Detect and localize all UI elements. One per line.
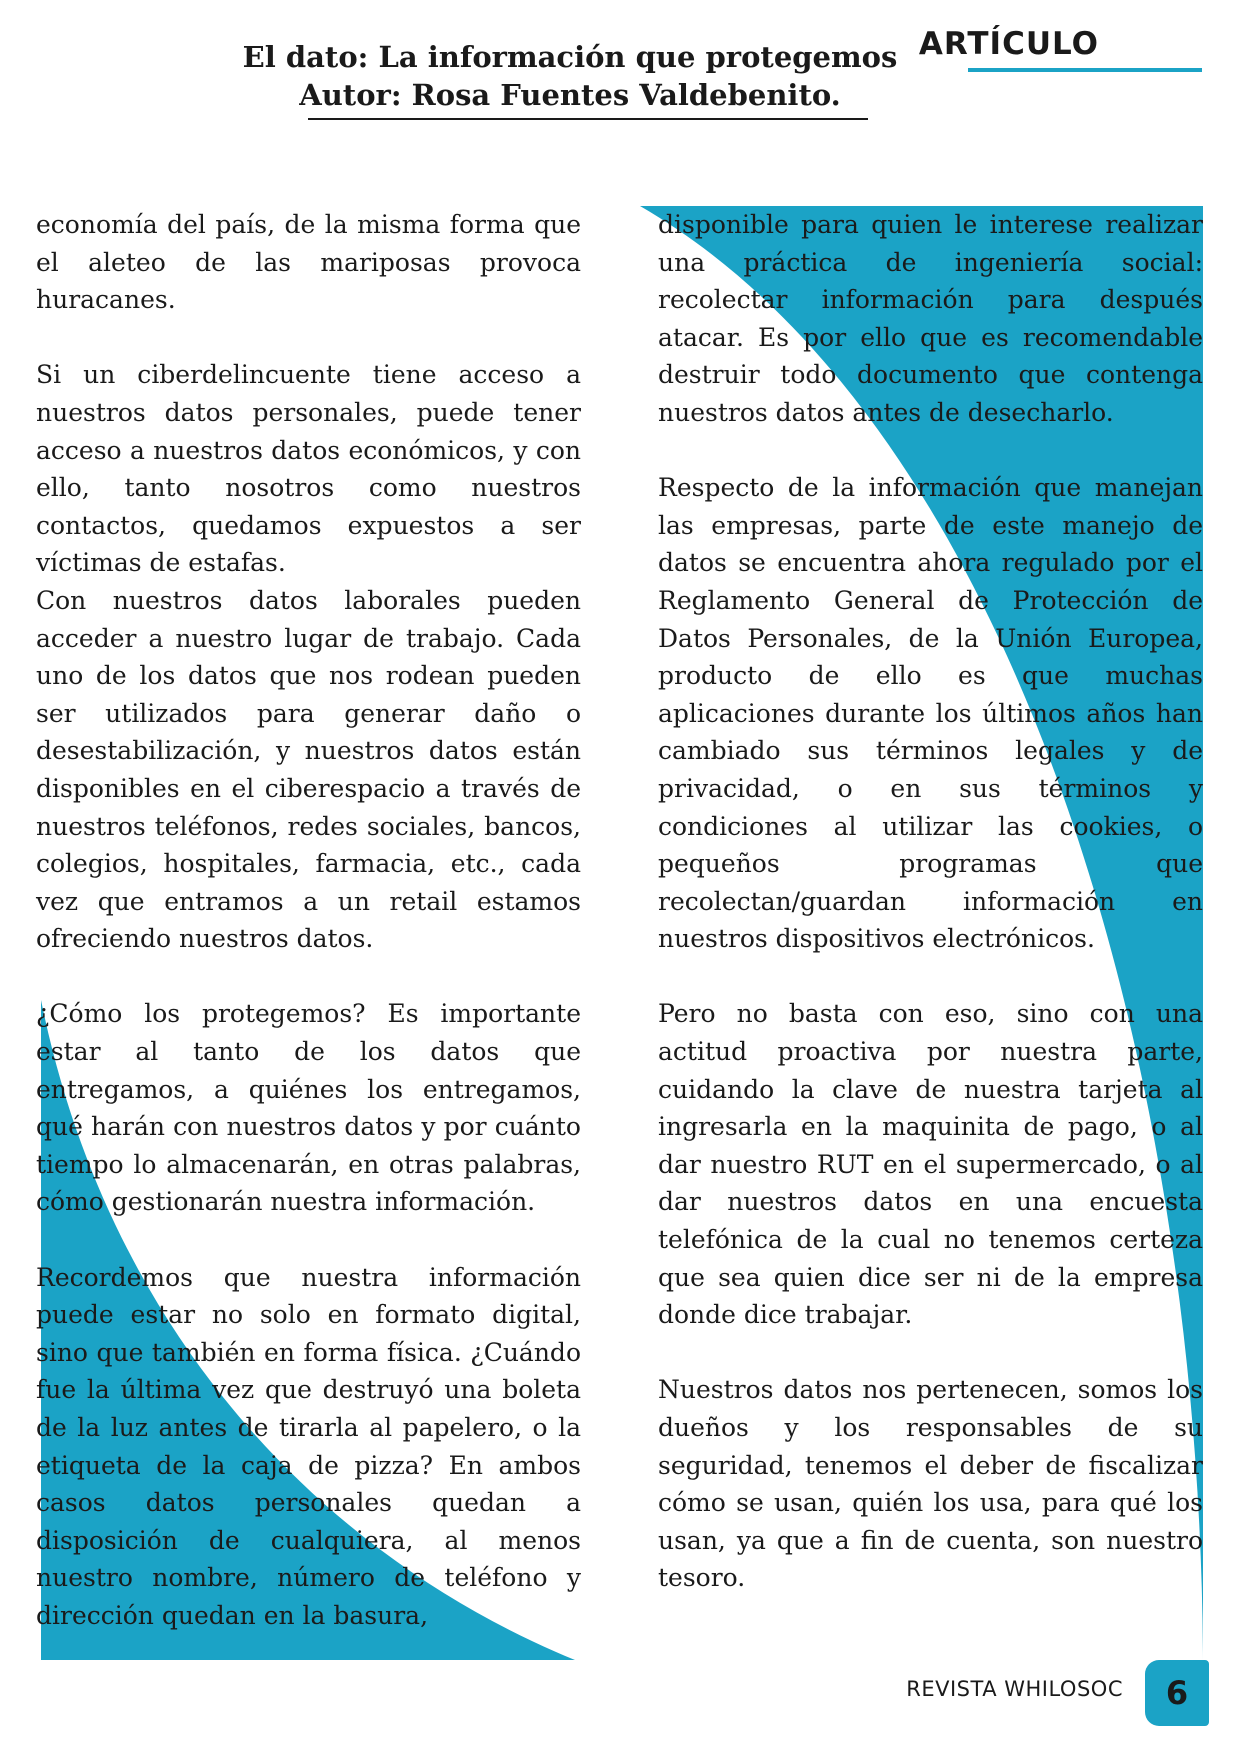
heading-underline <box>308 118 868 120</box>
right-column <box>658 206 1203 1597</box>
page-number-badge <box>1145 1660 1209 1726</box>
left-paragraph-2: Si un ciberdelincuente tiene acceso a nuestros datos personales, puede tener acceso a nuestros datos económicos, y con ello, tanto nosotros como nuestros contactos, quedamos expuestos a ser víctimas de estafas. <box>36 360 581 578</box>
left-paragraph-4: ¿Cómo los protegemos? Es importante estar al tanto de los datos que entregamos, a quiénes los entregamos, qué harán con nuestros datos y por cuánto tiempo lo almacenarán, en otras palabras, cómo gestionarán nuestra información. <box>36 999 581 1217</box>
section-label: ARTÍCULO <box>918 26 1099 62</box>
left-paragraph-3: Con nuestros datos laborales pueden acceder a nuestro lugar de trabajo. Cada uno de los datos que nos rodean pueden ser utilizados para generar daño o desestabilización, y nuestros datos están disponibles en el ciberespacio a través de nuestros teléfonos, redes sociales, bancos, colegios, hospitales, farmacia, etc., cada vez que entramos a un retail estamos ofreciendo nuestros datos. <box>36 585 581 954</box>
left-paragraph-5: Recordemos que nuestra información puede estar no solo en formato digital, sino que también en forma física. ¿Cuándo fue la última vez que destruyó una boleta de la luz antes de tirarla al papelero, o la etiqueta de la caja de pizza? En ambos casos datos personales quedan a disposición de cualquiera, al menos nuestro nombre, número de teléfono y dirección quedan en la basura, <box>36 1262 581 1630</box>
left-column <box>36 206 581 1635</box>
right-paragraph-3: Pero no basta con eso, sino con una actitud proactiva por nuestra parte, cuidando la clave de nuestra tarjeta al ingresarla en la maquinita de pago, o al dar nuestro RUT en el supermercado, o al dar nuestros datos en una encuesta telefónica de la cual no tenemos certeza que sea quien dice ser ni de la empresa donde dice trabajar. <box>658 999 1203 1330</box>
right-paragraph-2: Respecto de la información que manejan las empresas, parte de este manejo de datos se encuentra ahora regulado por el Reglamento General de Protección de Datos Personales, de la Unión Europea, producto de ello es que muchas aplicaciones durante los últimos años han cambiado sus términos legales y de privacidad, o en sus términos y condiciones al utilizar las cookies, o pequeños programas que recolectan/guardan información en nuestros dispositivos electrónicos. <box>658 473 1203 954</box>
right-paragraph-4: Nuestros datos nos pertenecen, somos los dueños y los responsables de su seguridad, tenemos el deber de fiscalizar cómo se usan, quién los usa, para qué los usan, ya que a fin de cuenta, son nuestro tesoro. <box>658 1375 1203 1593</box>
left-paragraph-1: economía del país, de la misma forma que el aleteo de las mariposas provoca huracanes. <box>36 210 581 315</box>
article-title: El dato: La información que protegemos <box>242 40 898 74</box>
right-paragraph-1: disponible para quien le interese realizar una práctica de ingeniería social: recolectar información para después atacar. Es por ello que es recomendable destruir todo documento que contenga nuestros datos antes de desecharlo. <box>658 210 1203 427</box>
section-rule <box>968 68 1202 72</box>
publication-name: REVISTA WHILOSOC <box>906 1677 1123 1701</box>
article-author: Autor: Rosa Fuentes Valdebenito. <box>299 78 841 112</box>
page-number: 6 <box>1165 1674 1189 1712</box>
article-heading <box>200 38 940 114</box>
